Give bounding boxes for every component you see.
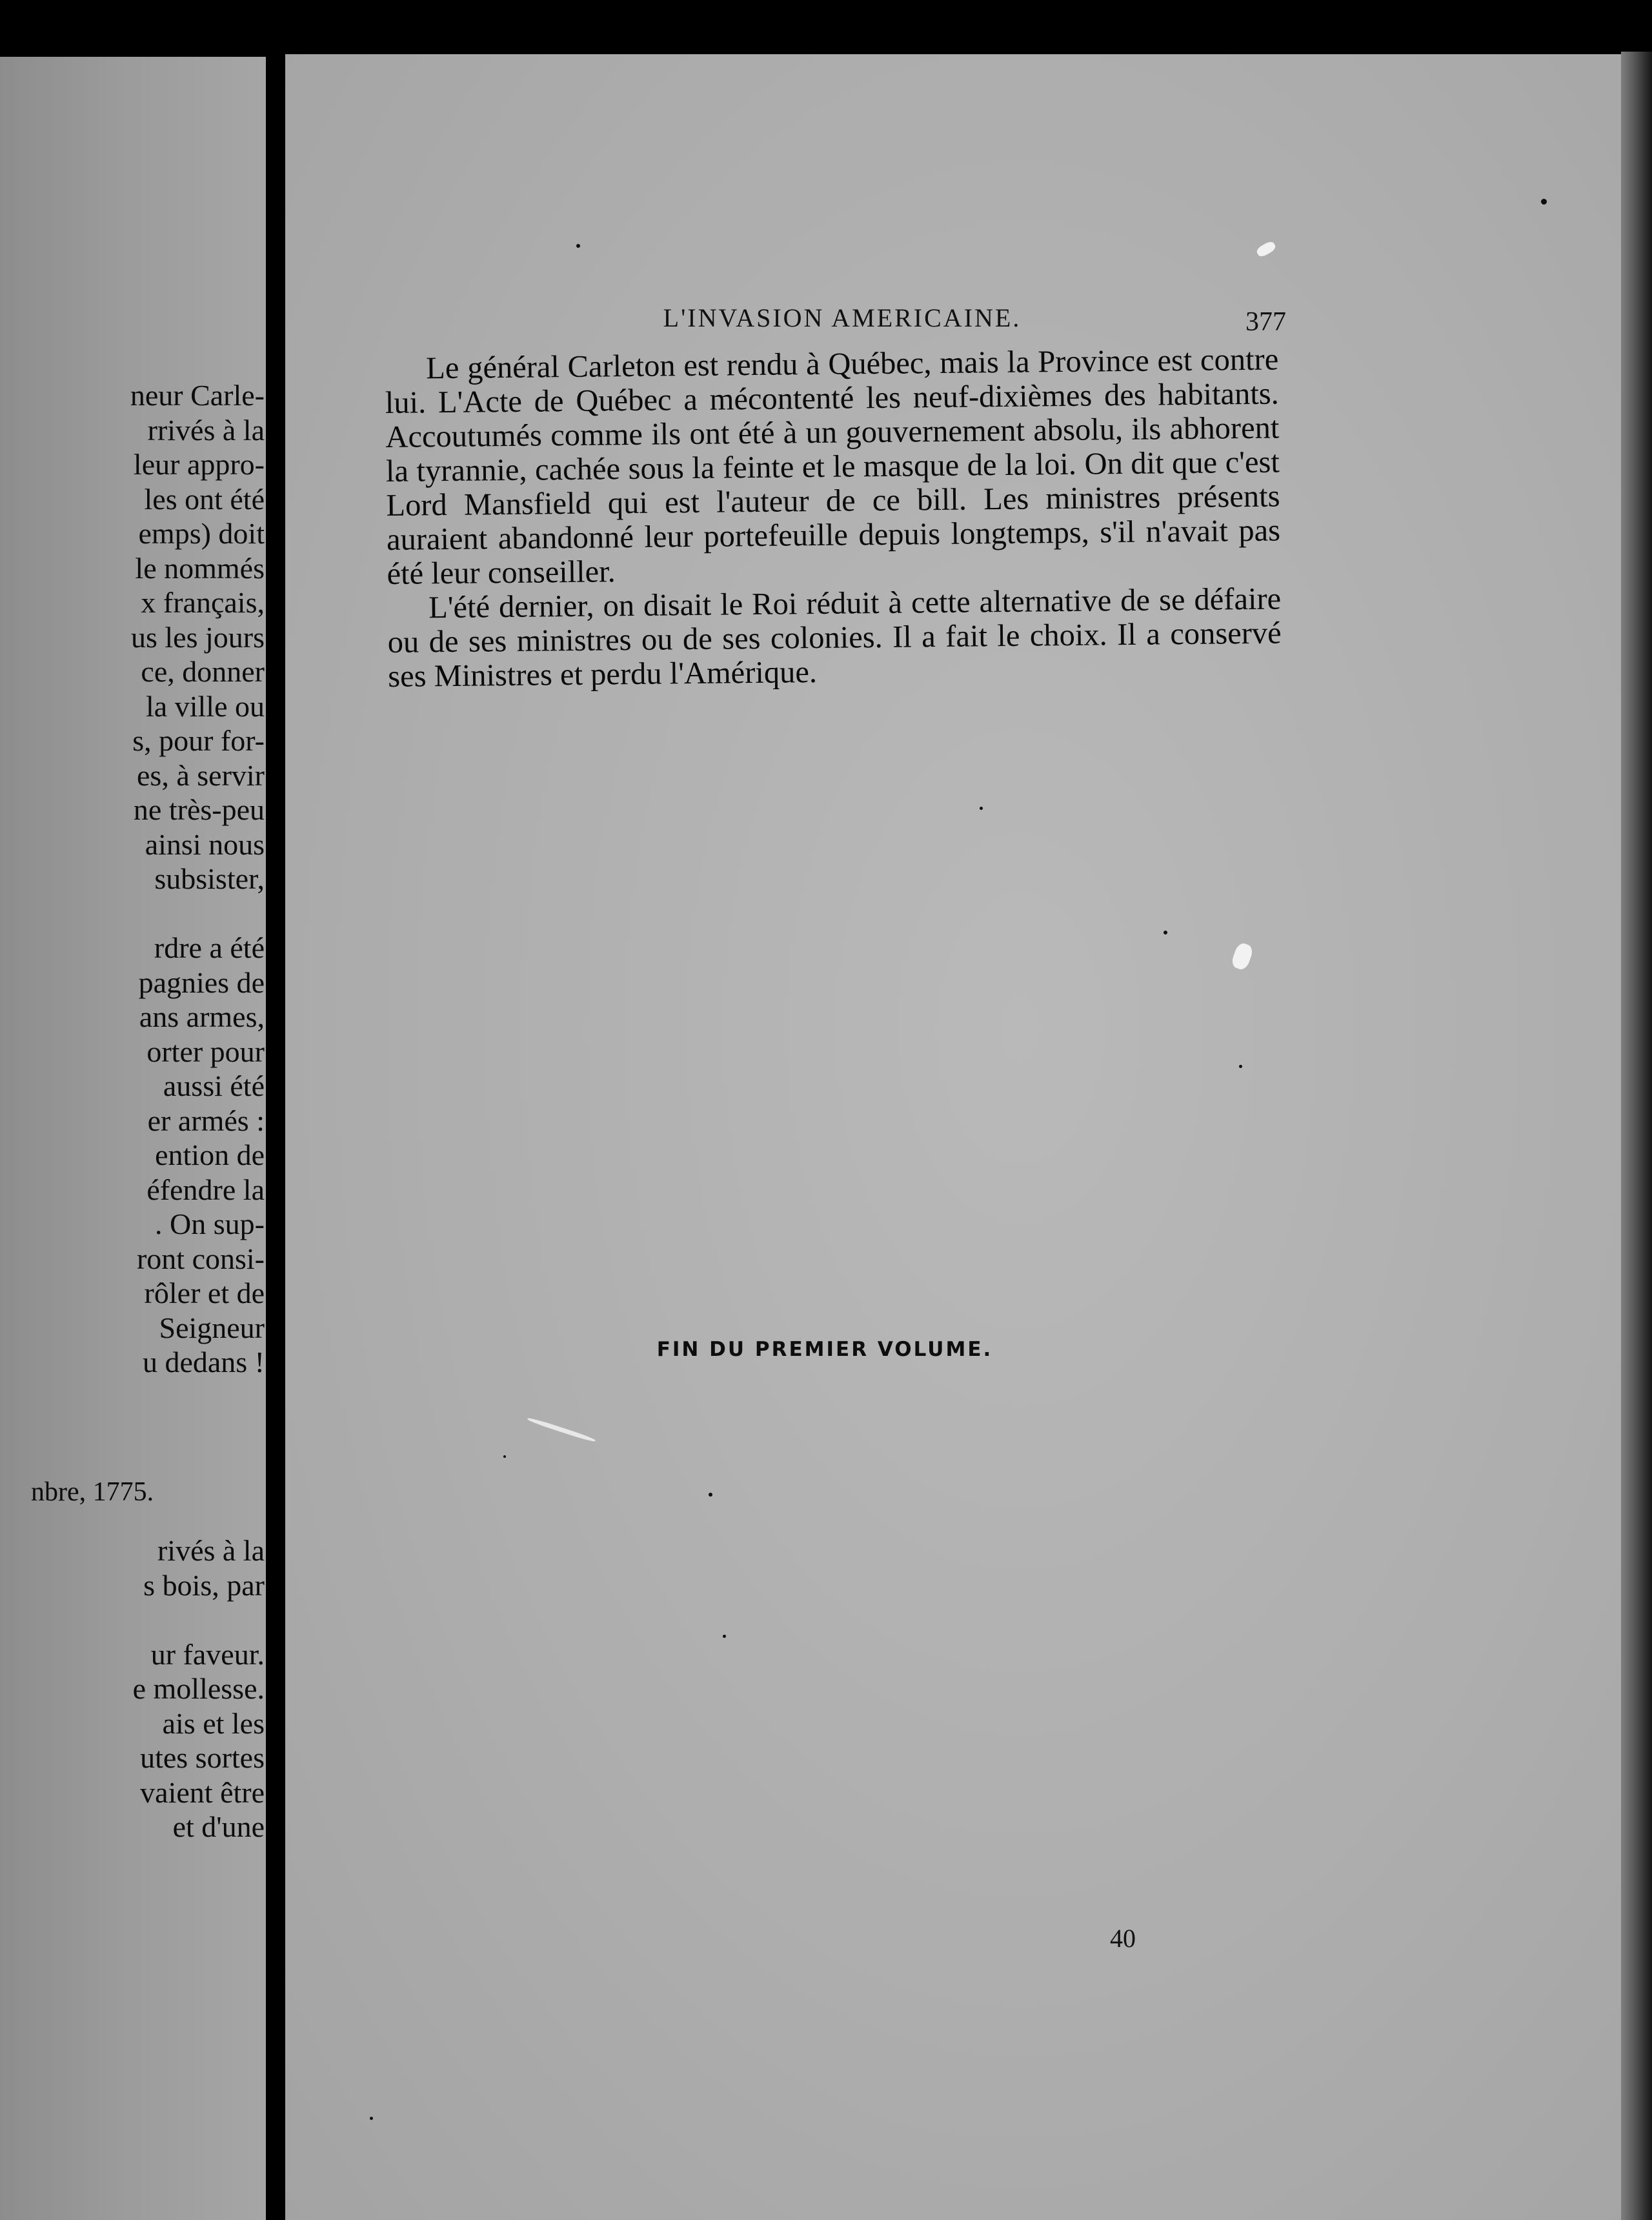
paragraph: Le général Carleton est rendu à Québec, mais la Province est contre lui. L'Acte de Québec a mécontenté les neuf-dixièmes des habitants. Accoutumés comme ils ont été à un gouvernement absolu, ils abhorent la tyrannie, cachée sous la feinte et le masque de la loi. On dit que c'est Lord Mansfield qui est l'auteur de ce bill. Les ministres présents auraient abandonné leur portefeuille depuis longtemps, s'il n'avait pas été leur conseiller. xyxy=(385,342,1281,591)
left-page-line: la ville ou xyxy=(146,689,265,723)
left-page-line: rrivés à la xyxy=(147,413,265,447)
left-page-line: rdre a été xyxy=(154,931,265,964)
bottom-mark: 40 xyxy=(1110,1924,1136,1953)
left-page-line: aussi été xyxy=(163,1069,265,1102)
left-page-line: x français, xyxy=(141,586,265,619)
left-page-line: rivés à la xyxy=(157,1534,265,1567)
left-page-line: subsister, xyxy=(154,862,265,895)
left-page-line: rôler et de xyxy=(144,1276,265,1309)
page-number: 377 xyxy=(1245,307,1286,337)
left-page-line: les ont été xyxy=(144,482,265,516)
left-page-line: s bois, par xyxy=(143,1568,265,1602)
left-page-line: . On sup- xyxy=(155,1207,265,1240)
left-page-line: éfendre la xyxy=(146,1173,265,1206)
left-page-date: nbre, 1775. xyxy=(31,1477,154,1507)
book-gutter xyxy=(266,0,285,2220)
left-page-line: ans armes, xyxy=(139,1000,265,1033)
page-edge xyxy=(1621,52,1652,2220)
left-page-fragment xyxy=(0,57,266,2220)
left-page-line: ne très-peu xyxy=(133,793,265,826)
left-page-line: ront consi- xyxy=(136,1242,265,1275)
left-page-line: ais et les xyxy=(162,1706,265,1740)
left-page-line: utes sortes xyxy=(140,1741,265,1774)
left-page-line: leur appro- xyxy=(133,448,265,481)
left-page-line: pagnies de xyxy=(138,965,265,999)
left-page-line: ur faveur. xyxy=(150,1637,265,1671)
paragraph: L'été dernier, on disait le Roi réduit à cette alternative de se défaire ou de ses ministres ou de ses colonies. Il a fait le choix. Il a conservé ses Ministres et perdu l'Amérique. xyxy=(387,581,1282,694)
left-page-line: e mollesse. xyxy=(132,1672,265,1705)
left-page-line: orter pour xyxy=(146,1034,265,1068)
left-page-line: er armés : xyxy=(147,1104,265,1137)
left-page-line: neur Carle- xyxy=(130,379,265,412)
body-text xyxy=(385,342,1282,693)
left-page-line: ce, donner xyxy=(141,655,265,688)
left-page-line: s, pour for- xyxy=(132,724,265,757)
running-head: L'INVASION AMERICAINE. xyxy=(663,303,1022,332)
left-page-line: ention de xyxy=(155,1138,265,1171)
left-page-line: es, à servir xyxy=(137,758,265,792)
left-page-line: Seigneur xyxy=(159,1311,265,1344)
left-page-line: vaient être xyxy=(140,1775,265,1809)
closing-line: FIN DU PREMIER VOLUME. xyxy=(656,1338,993,1361)
left-page-line: u dedans ! xyxy=(142,1346,265,1378)
left-page-line: et d'une xyxy=(172,1810,265,1843)
left-page-line: us les jours xyxy=(131,620,265,654)
left-page-line: le nommés xyxy=(135,551,265,585)
left-page-line: ainsi nous xyxy=(145,827,265,861)
left-page-line: emps) doit xyxy=(138,517,265,550)
